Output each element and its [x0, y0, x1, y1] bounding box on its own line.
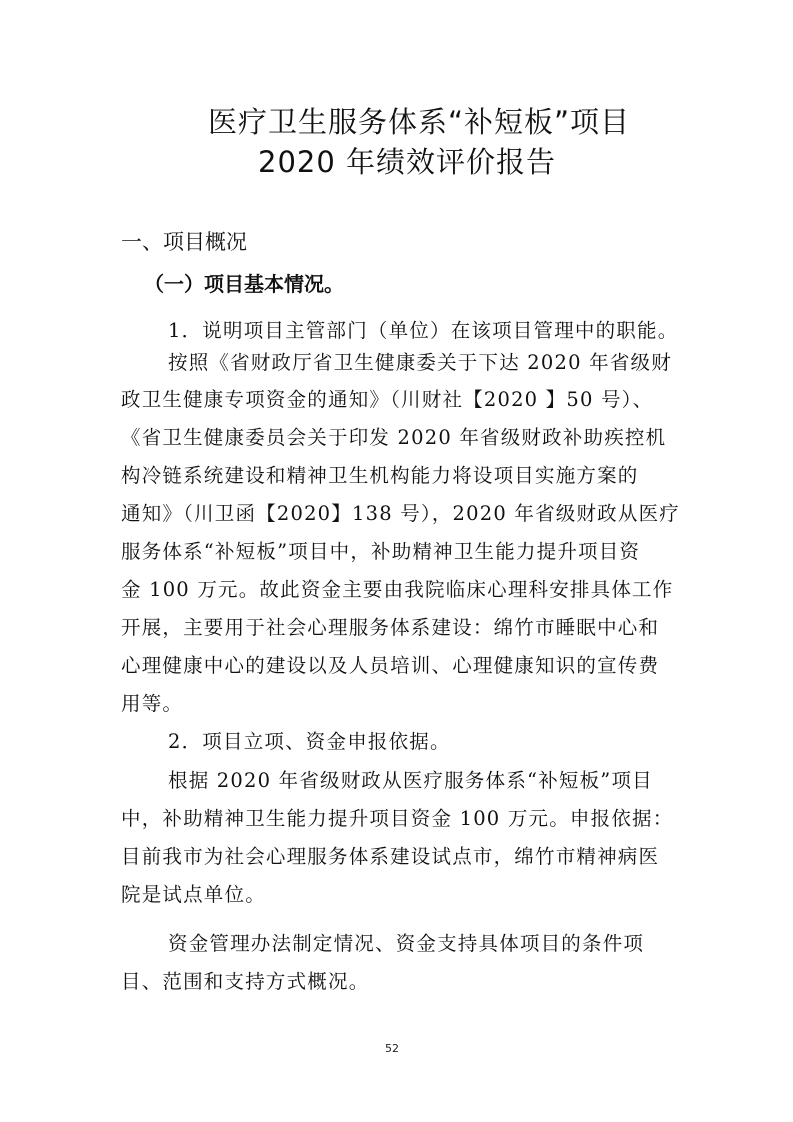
paragraph-line: 心理健康中心的建设以及人员培训、心理健康知识的宣传费 — [121, 654, 660, 677]
paragraph-line: 《省卫生健康委员会关于印发 2020 年省级财政补助疾控机 — [121, 426, 667, 449]
paragraph-line: 目、范围和支持方式概况。 — [121, 970, 370, 993]
paragraph-line: 根据 2020 年省级财政从医疗服务体系“补短板”项目 — [168, 769, 653, 792]
paragraph-line: 院是试点单位。 — [121, 883, 266, 906]
subsection-heading: （一）项目基本情况。 — [144, 272, 344, 296]
paragraph-line: 构冷链系统建设和精神卫生机构能力将设项目实施方案的 — [121, 464, 639, 487]
paragraph-line: 通知》（川卫函【2020】138 号），2020 年省级财政从医疗 — [121, 502, 680, 525]
paragraph-line: 用等。 — [121, 692, 184, 715]
paragraph-line: 资金管理办法制定情况、资金支持具体项目的条件项 — [168, 932, 645, 955]
item-1-heading: 1．说明项目主管部门（单位）在该项目管理中的职能。 — [168, 319, 679, 342]
paragraph-line: 开展，主要用于社会心理服务体系建设：绵竹市睡眠中心和 — [121, 616, 660, 639]
paragraph-line: 中，补助精神卫生能力提升项目资金 100 万元。申报依据： — [121, 807, 674, 830]
section-heading: 一、项目概况 — [121, 230, 247, 254]
paragraph-line: 目前我市为社会心理服务体系建设试点市，绵竹市精神病医 — [121, 845, 660, 868]
paragraph-line: 政卫生健康专项资金的通知》（川财社【2020 】50 号）、 — [121, 388, 654, 411]
page-number: 52 — [385, 1042, 399, 1055]
report-title-line-1: 医疗卫生服务体系“补短板”项目 — [208, 105, 631, 139]
paragraph-line: 金 100 万元。故此资金主要由我院临床心理科安排具体工作 — [121, 578, 674, 601]
paragraph-line: 按照《省财政厅省卫生健康委关于下达 2020 年省级财 — [168, 351, 672, 374]
paragraph-line: 服务体系“补短板”项目中，补助精神卫生能力提升项目资 — [121, 540, 641, 563]
report-title-line-2: 2020 年绩效评价报告 — [258, 145, 557, 179]
item-2-heading: 2．项目立项、资金申报依据。 — [168, 730, 451, 753]
